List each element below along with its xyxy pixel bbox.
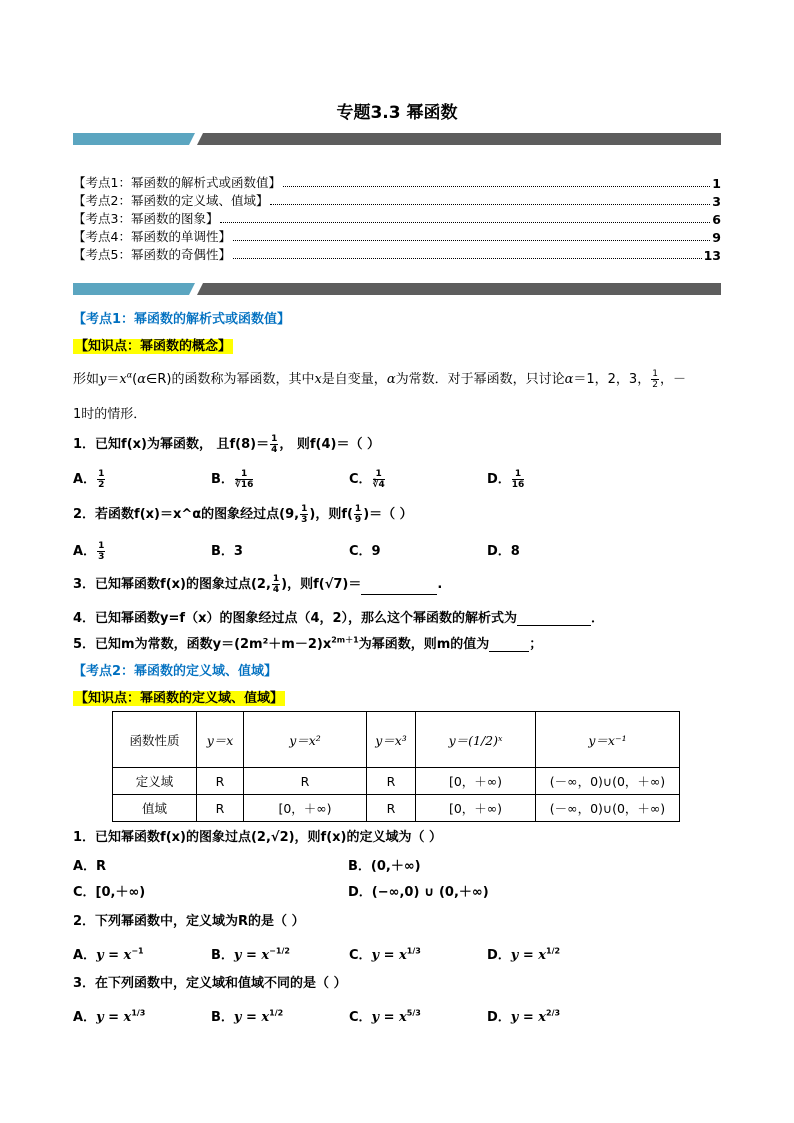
option-d[interactable]: D．$y = x^{2/3}$	[487, 1008, 561, 1025]
table-header-cell: 函数性质	[113, 712, 197, 768]
table-of-contents	[73, 173, 721, 263]
section-heading-1: 【考点1：幂函数的解析式或函数值】	[73, 312, 291, 327]
option-a[interactable]: A．R	[73, 859, 107, 874]
option-c[interactable]: C．$y = x^{5/3}$	[349, 1008, 421, 1025]
option-b[interactable]: B．3	[211, 544, 243, 559]
option-b[interactable]: B．(0,＋∞)	[348, 859, 421, 874]
table-header-row	[113, 712, 680, 768]
toc-item[interactable]: 【考点4：幂函数的单调性】 9	[73, 229, 721, 245]
option-d[interactable]: D． $\frac{1}{16}$	[487, 469, 525, 490]
question-2-3: 3．在下列函数中，定义域和值域不同的是（ ）	[73, 976, 347, 991]
option-c[interactable]: C．$y = x^{1/3}$	[349, 946, 421, 963]
question-1-2: 2．若函数f(x)＝x^α的图象经过点(9, $\frac{1}{3}$ )，则f( $\frac{1}{9}$ )＝（ ）	[73, 504, 413, 525]
table-header-cell: y＝x	[197, 712, 244, 768]
definition-text: 形如$y=x^\alpha(\alpha\in R)$的函数称为幂函数，其中x是自变量，α为常数．对于幂函数，只讨论α＝1，2，3， $\frac{1}{2}$ ，－	[73, 369, 686, 390]
toc-item[interactable]: 【考点5：幂函数的奇偶性】 13	[73, 247, 721, 263]
section-heading-2: 【考点2：幂函数的定义域、值域】	[73, 664, 278, 679]
option-d[interactable]: D．$y = x^{1/2}$	[487, 946, 561, 963]
option-b[interactable]: B． $\frac{1}{∛16}$	[211, 469, 254, 490]
answer-blank[interactable]	[489, 651, 529, 652]
definition-text-cont: 1时的情形．	[73, 407, 147, 422]
question-1-1: 1．已知f(x)为幂函数， 且f(8)＝ $\frac{1}{4}$ ， 则f(4)＝（ ）	[73, 434, 380, 455]
table-header-cell: y＝(1/2)ˣ	[416, 712, 536, 768]
question-1-5: 5．已知m为常数，函数$y=(2m^2+m-2)x^{2m+1}$为幂函数，则m的值为 ；	[73, 635, 543, 652]
option-d[interactable]: D．8	[487, 544, 520, 559]
toc-item[interactable]: 【考点3：幂函数的图象】 6	[73, 211, 721, 227]
option-b[interactable]: B．$y = x^{-1/2}$	[211, 946, 290, 963]
table-header-cell: y＝x²	[244, 712, 367, 768]
question-2-2: 2．下列幂函数中，定义域为R的是（ ）	[73, 914, 305, 929]
toc-item[interactable]: 【考点1：幂函数的解析式或函数值】 1	[73, 175, 721, 191]
option-c[interactable]: C． $\frac{1}{∛4}$	[349, 469, 385, 490]
table-row: 值域 R [0，＋∞) R [0，＋∞) (－∞，0)∪(0，＋∞)	[113, 795, 680, 822]
question-1-3: 3．已知幂函数f(x)的图象过点(2, $\frac{1}{4}$ )，则f(√7)＝ .	[73, 574, 443, 595]
option-a[interactable]: A．$y = x^{1/3}$	[73, 1008, 146, 1025]
properties-table	[112, 711, 680, 822]
toc-item[interactable]: 【考点2：幂函数的定义域、值域】 3	[73, 193, 721, 209]
table-row: 定义域 R R R [0，＋∞) (－∞，0)∪(0，＋∞)	[113, 768, 680, 795]
option-c[interactable]: C．9	[349, 544, 381, 559]
knowledge-point-2: 【知识点：幂函数的定义域、值域】	[75, 691, 284, 706]
answer-blank[interactable]	[517, 625, 591, 626]
option-a[interactable]: A．$y = x^{-1}$	[73, 946, 144, 963]
question-2-1: 1．已知幂函数f(x)的图象过点(2,√2)，则f(x)的定义域为（ ）	[73, 830, 443, 845]
page-title: 专题3.3 幂函数	[336, 103, 458, 123]
option-d[interactable]: D．(−∞,0) ∪ (0,＋∞)	[348, 885, 489, 900]
header-band-top	[73, 133, 721, 145]
table-header-cell: y＝x⁻¹	[536, 712, 680, 768]
option-a[interactable]: A． $\frac{1}{2}$	[73, 469, 105, 490]
option-b[interactable]: B．$y = x^{1/2}$	[211, 1008, 284, 1025]
option-c[interactable]: C．[0,＋∞)	[73, 885, 146, 900]
knowledge-point-1: 【知识点：幂函数的概念】	[75, 339, 232, 354]
question-1-4: 4．已知幂函数y=f（x）的图象经过点（4，2），那么这个幂函数的解析式为 ．	[73, 611, 605, 626]
option-a[interactable]: A． $\frac{1}{3}$	[73, 541, 105, 562]
header-band-bottom	[73, 283, 721, 295]
table-header-cell: y＝x³	[367, 712, 416, 768]
answer-blank[interactable]	[361, 594, 437, 595]
